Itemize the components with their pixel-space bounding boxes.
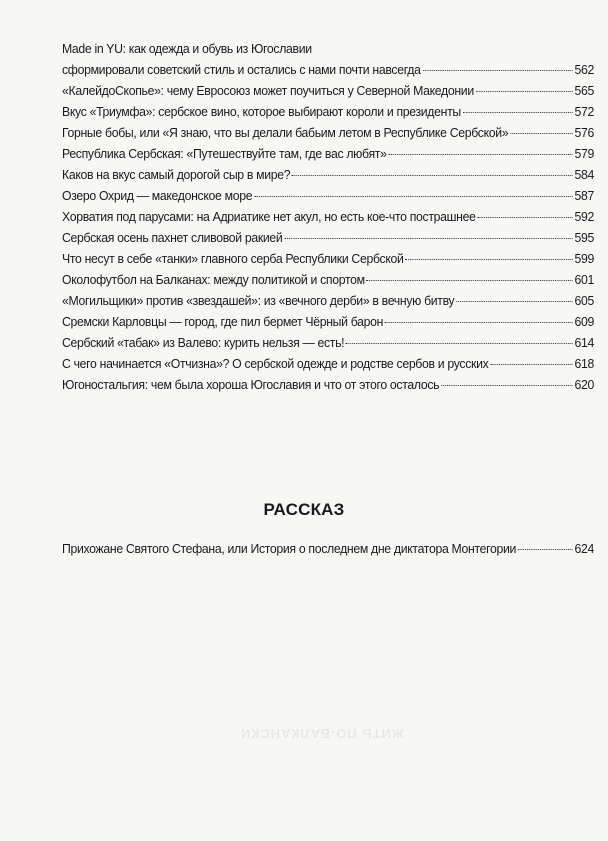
- toc-entry-page: 565: [574, 83, 594, 98]
- toc-entry-4: [62, 122, 594, 143]
- toc-entry-page: 576: [574, 125, 594, 140]
- toc-entry-page: 605: [574, 293, 594, 308]
- dot-leader: [367, 280, 573, 281]
- toc-entry-title: Вкус «Триумфа»: сербское вино, которое выбирают короли и президенты: [62, 104, 461, 119]
- toc-entry-title: Каков на вкус самый дорогой сыр в мире?: [62, 167, 291, 182]
- toc-entry-title: Сербский «табак» из Валево: курить нельзя — есть!: [62, 335, 345, 350]
- toc-entry-11: [62, 269, 594, 290]
- dot-leader: [518, 549, 573, 550]
- dot-leader: [510, 133, 572, 134]
- section-heading: РАССКАЗ: [263, 500, 345, 519]
- dot-leader: [292, 175, 572, 176]
- dot-leader: [254, 196, 573, 197]
- toc-entry-title: Прихожане Святого Стефана, или История о последнем дне диктатора Монтегории: [62, 541, 517, 556]
- toc-entry-page: 599: [574, 251, 594, 266]
- toc-entry-page: 614: [574, 335, 594, 350]
- table-of-contents: [62, 38, 594, 395]
- dot-leader: [422, 70, 572, 71]
- toc-entry-title-line1: Made in YU: как одежда и обувь из Югославии: [62, 41, 312, 56]
- toc-entry-15: [62, 353, 594, 374]
- dot-leader: [463, 112, 573, 113]
- dot-leader: [388, 154, 572, 155]
- dot-leader: [284, 238, 572, 239]
- toc-entry-2: [62, 80, 594, 101]
- toc-entry-title: Сремски Карловцы — город, где пил бермет Чёрный барон: [62, 314, 384, 329]
- toc-entry-page: 618: [574, 356, 594, 371]
- toc-entry-title: Озеро Охрид — македонское море: [62, 188, 253, 203]
- dot-leader: [490, 364, 572, 365]
- toc-entry-1: [62, 38, 594, 80]
- toc-entry-7: [62, 185, 594, 206]
- dot-leader: [346, 343, 573, 344]
- toc-entry-page: 579: [574, 146, 594, 161]
- toc-entry-title: «Могильщики» против «звездашей»: из «вечного дерби» в вечную битву: [62, 293, 455, 308]
- dot-leader: [405, 259, 572, 260]
- toc-entry-page: 562: [574, 62, 594, 77]
- toc-entry-title: Горные бобы, или «Я знаю, что вы делали бабьим летом в Республике Сербской»: [62, 125, 509, 140]
- toc-entry-page: 587: [574, 188, 594, 203]
- toc-entry-page: 624: [574, 541, 594, 556]
- dot-leader: [476, 91, 573, 92]
- dot-leader: [441, 385, 573, 386]
- toc-entry-3: [62, 101, 594, 122]
- toc-entry-title: Что несут в себе «танки» главного серба Республики Сербской: [62, 251, 404, 266]
- toc-entry-page: 572: [574, 104, 594, 119]
- toc-entry-title: Югоностальгия: чем была хороша Югославия и что от этого осталось: [62, 377, 440, 392]
- dot-leader: [385, 322, 573, 323]
- toc-entry-5: [62, 143, 594, 164]
- toc-entry-page: 609: [574, 314, 594, 329]
- toc-entry-9: [62, 227, 594, 248]
- toc-entry-title: Республика Сербская: «Путешествуйте там, где вас любят»: [62, 146, 387, 161]
- toc-entry-16: [62, 374, 594, 395]
- toc-entry-page: 584: [574, 167, 594, 182]
- dot-leader: [477, 217, 572, 218]
- toc-entry-title: Хорватия под парусами: на Адриатике нет акул, но есть кое-что пострашнее: [62, 209, 476, 224]
- bleed-through-text: ЖИТЬ ПО-БАЛКАНСКИ: [240, 726, 404, 741]
- toc-entry-page: 592: [574, 209, 594, 224]
- toc-entry-title: Сербская осень пахнет сливовой ракией: [62, 230, 283, 245]
- toc-entry-title: С чего начинается «Отчизна»? О сербской одежде и родстве сербов и русских: [62, 356, 489, 371]
- toc-entry-6: [62, 164, 594, 185]
- toc-entry-14: [62, 332, 594, 353]
- story-entry: [62, 538, 608, 559]
- toc-entry-page: 601: [574, 272, 594, 287]
- toc-entry-title: «КалейдоСкопье»: чему Евросоюз может поучиться у Северной Македонии: [62, 83, 474, 98]
- toc-entry-13: [62, 311, 594, 332]
- toc-entry-page: 595: [574, 230, 594, 245]
- dot-leader: [456, 301, 572, 302]
- toc-entry-page: 620: [574, 377, 594, 392]
- toc-entry-12: [62, 290, 594, 311]
- toc-entry-8: [62, 206, 594, 227]
- toc-entry-story: [62, 538, 594, 559]
- toc-entry-title: Околофутбол на Балканах: между политикой и спортом: [62, 272, 365, 287]
- toc-entry-10: [62, 248, 594, 269]
- toc-entry-title: сформировали советский стиль и остались с нами почти навсегда: [62, 62, 421, 77]
